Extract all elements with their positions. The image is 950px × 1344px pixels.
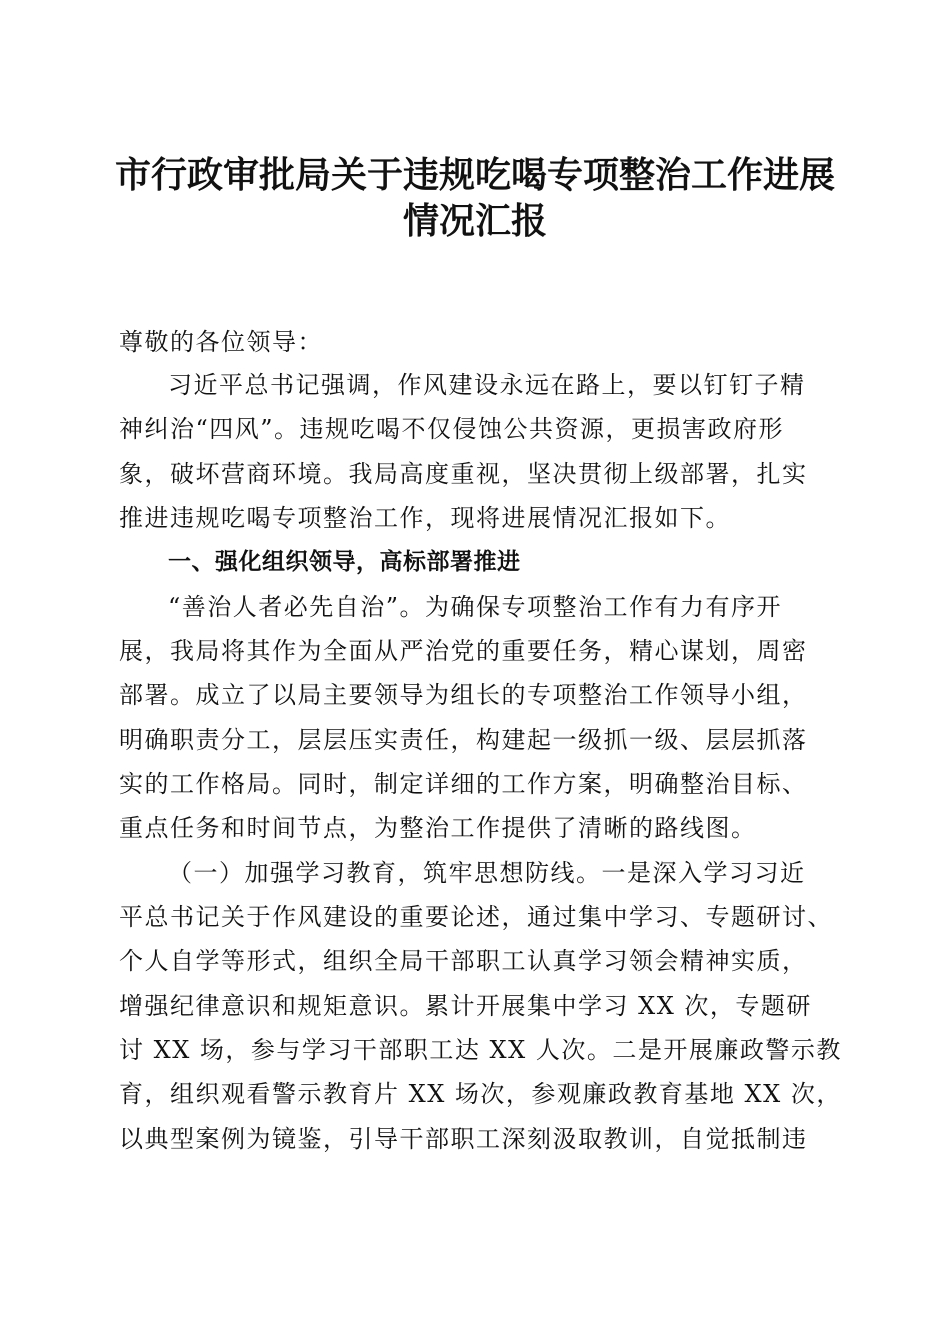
paragraph-line: 推进违规吃喝专项整治工作，现将进展情况汇报如下。: [119, 504, 731, 532]
paragraph-line: 以典型案例为镜鉴，引导干部职工深刻汲取教训，自觉抵制违: [119, 1125, 808, 1153]
paragraph-line: 个人自学等形式，组织全局干部职工认真学习领会精神实质，: [119, 947, 808, 975]
document-title-line-1: 市行政审批局关于违规吃喝专项整治工作进展: [114, 154, 835, 196]
paragraph-line: 习近平总书记强调，作风建设永远在路上，要以钉钉子精: [168, 371, 806, 399]
section-heading: 一、强化组织领导，高标部署推进: [168, 549, 521, 575]
salutation: 尊敬的各位领导：: [119, 328, 323, 356]
paragraph-line: （一）加强学习教育，筑牢思想防线。一是深入学习习近: [168, 859, 806, 887]
paragraph-line: 明确职责分工，层层压实责任，构建起一级抓一级、层层抓落: [119, 726, 808, 754]
paragraph-line: 展，我局将其作为全面从严治党的重要任务，精心谋划，周密: [119, 637, 808, 665]
paragraph-line: 神纠治“四风”。违规吃喝不仅侵蚀公共资源，更损害政府形: [119, 415, 785, 443]
document-title-line-2: 情况汇报: [402, 200, 547, 242]
paragraph-line: 实的工作格局。同时，制定详细的工作方案，明确整治目标、: [119, 770, 808, 798]
paragraph-line: “善治人者必先自治”。为确保专项整治工作有力有序开: [168, 593, 783, 621]
paragraph-line: 育，组织观看警示教育片 XX 场次，参观廉政教育基地 XX 次，: [119, 1080, 842, 1108]
paragraph-line: 增强纪律意识和规矩意识。累计开展集中学习 XX 次，专题研: [119, 992, 812, 1020]
paragraph-line: 重点任务和时间节点，为整治工作提供了清晰的路线图。: [119, 814, 757, 842]
paragraph-line: 讨 XX 场，参与学习干部职工达 XX 人次。二是开展廉政警示教: [119, 1036, 842, 1064]
paragraph-line: 象，破坏营商环境。我局高度重视，坚决贯彻上级部署，扎实: [119, 460, 808, 488]
paragraph-line: 部署。成立了以局主要领导为组长的专项整治工作领导小组，: [119, 681, 808, 709]
paragraph-line: 平总书记关于作风建设的重要论述，通过集中学习、专题研讨、: [119, 903, 833, 931]
